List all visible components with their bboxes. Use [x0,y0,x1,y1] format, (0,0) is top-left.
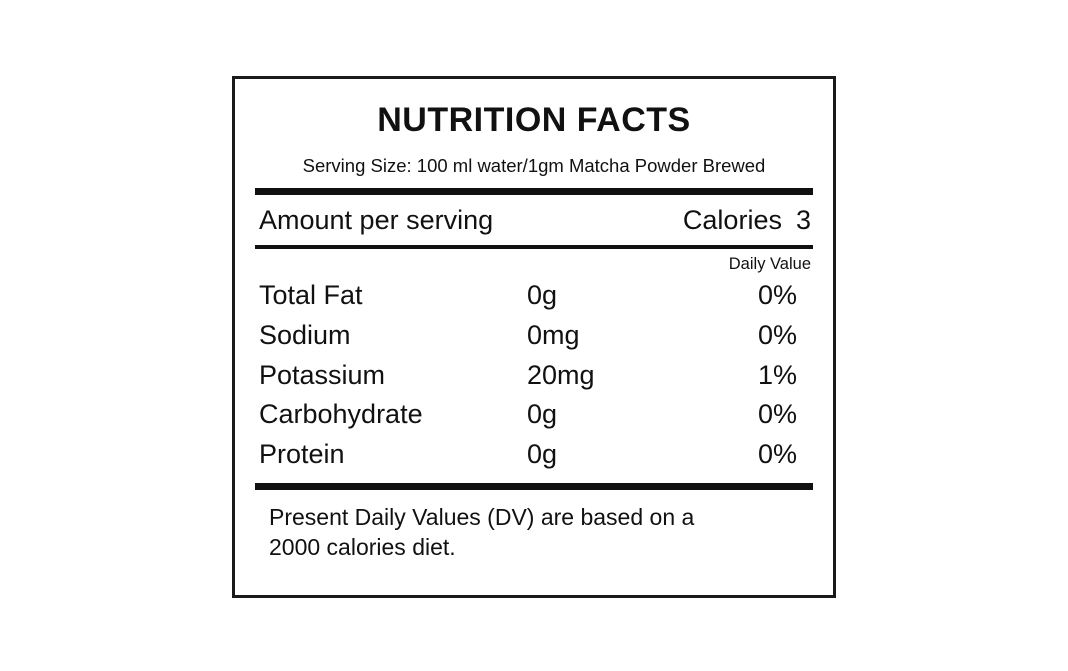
panel-title: NUTRITION FACTS [377,101,691,139]
amount-per-serving-label: Amount per serving [259,205,494,236]
amount-per-serving-row [255,205,813,236]
nutrient-amount: 0g [527,280,558,311]
footnote [255,502,813,563]
nutrient-name: Carbohydrate [259,399,423,430]
nutrient-amount: 0g [527,399,558,430]
nutrient-name: Protein [259,439,345,470]
nutrition-facts-panel [232,76,836,598]
nutrient-daily-value: 0% [757,399,797,430]
calories-value: 3 [795,205,811,236]
nutrition-facts-inner [255,79,813,595]
footnote-line-2: 2000 calories diet. [269,534,456,561]
nutrient-amount: 0mg [527,320,580,351]
table-row [255,435,813,475]
nutrient-daily-value: 0% [757,320,797,351]
table-row [255,356,813,396]
divider-medium [255,245,813,249]
nutrient-list [255,276,813,474]
nutrient-name: Potassium [259,359,386,390]
nutrient-daily-value: 1% [757,359,797,390]
nutrient-amount: 0g [527,439,558,470]
table-row [255,395,813,435]
nutrient-daily-value: 0% [757,280,797,311]
footnote-line-1: Present Daily Values (DV) are based on a [269,503,695,530]
nutrient-amount: 20mg [527,359,595,390]
calories-group [683,205,811,236]
nutrient-name: Sodium [259,320,351,351]
divider-thick-bottom [255,483,813,490]
daily-value-header: Daily Value [728,255,811,274]
serving-size-text: Serving Size: 100 ml water/1gm Matcha Powder Brewed [302,155,766,177]
divider-thick-top [255,188,813,195]
nutrient-daily-value: 0% [757,439,797,470]
table-row [255,276,813,316]
nutrient-name: Total Fat [259,280,363,311]
calories-label: Calories [682,205,782,236]
table-row [255,316,813,356]
